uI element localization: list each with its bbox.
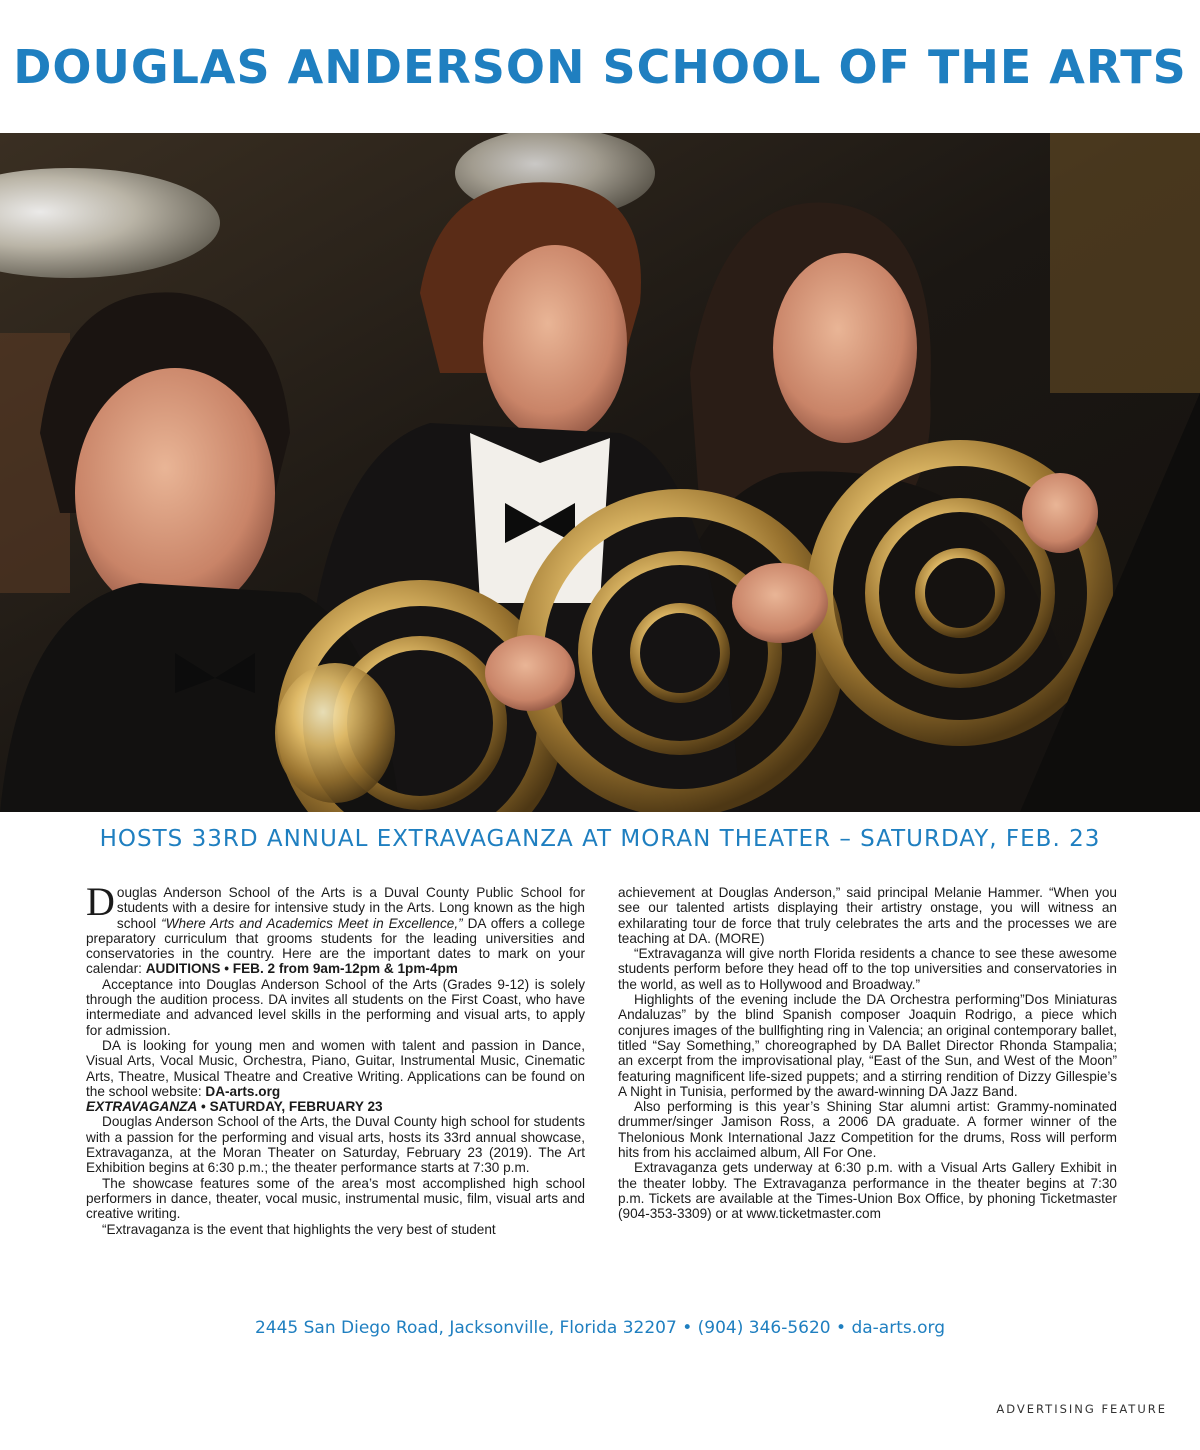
horn-players-illustration — [0, 133, 1200, 812]
hero-photo — [0, 133, 1200, 812]
article-paragraph: “Extravaganza is the event that highlights the very best of student — [102, 1221, 496, 1237]
page-title: DOUGLAS ANDERSON SCHOOL OF THE ARTS — [13, 39, 1187, 94]
article-column-left — [86, 879, 585, 1237]
masthead — [0, 0, 1200, 133]
article-paragraph: Acceptance into Douglas Anderson School of the Arts (Grades 9-12) is solely through the audition process. DA invites all students on the First Coast, who have intermediate and advanced level skills in the performing and visual arts, to apply for admission. — [86, 976, 585, 1038]
advertising-feature-label: ADVERTISING FEATURE — [996, 1402, 1167, 1416]
article-paragraph: Douglas Anderson School of the Arts, the Duval County high school for students with a passion for the performing and visual arts, hosts its 33rd annual showcase, Extravaganza, at the Moran Theater on Saturday, February 23 (2019). The Art Exhibition begins at 6:30 p.m.; the theater performance starts at 7:30 p.m. — [86, 1114, 585, 1176]
drop-cap: D — [86, 879, 115, 924]
article-paragraph: DA is looking for young men and women with talent and passion in Dance, Visual Arts, Vocal Music, Orchestra, Piano, Guitar, Instrumental Music, Cinematic Arts, Theatre, Musical Theatre and Creative Writing. Applications can be found on the school website: DA-arts.org — [86, 1037, 585, 1099]
article-paragraph: achievement at Douglas Anderson,” said principal Melanie Hammer. “When you see our talented artists displaying their artistry onstage, you will witness an exhilarating tour de force that truly celebrates the arts and the processes we are teaching at DA. (MORE) — [618, 885, 1117, 946]
contact-footer: 2445 San Diego Road, Jacksonville, Florida 32207 • (904) 346-5620 • da-arts.org — [254, 1318, 946, 1338]
subheadline: HOSTS 33RD ANNUAL EXTRAVAGANZA AT MORAN THEATER – SATURDAY, FEB. 23 — [99, 826, 1101, 852]
article-paragraph: Extravaganza gets underway at 6:30 p.m. with a Visual Arts Gallery Exhibit in the theater lobby. The Extravaganza performance in the theater begins at 7:30 p.m. Tickets are available at the Times-Union Box Office, by phoning Ticketmaster (904-353-3309) or at www.ticketmaster.com — [618, 1160, 1117, 1222]
article-paragraph: “Extravaganza will give north Florida residents a chance to see these awesome students perform before they head off to the top universities and conservatories in the world, as well as to Hollywood and Broadway.” — [618, 946, 1117, 992]
article-body — [86, 879, 1118, 1237]
article-paragraph: Highlights of the evening include the DA Orchestra performing”Dos Miniaturas Andaluzas” by the blind Spanish composer Joaquin Rodrigo, a piece which conjures images of the bullfighting ring in Valencia; an original contemporary ballet, titled “Say Something,” choreographed by DA Ballet Director Rhonda Stampalia; an excerpt from the improvisational play, “East of the Sun, and West of the Moon” featuring magnificent life-sized puppets; and a stirring rendition of Dizzy Gillespie’s A Night in Tunisia, performed by the award-winning DA Jazz Band. — [618, 992, 1117, 1099]
article-paragraph: Douglas Anderson School of the Arts is a Duval County Public School for students with a desire for intensive study in the Arts. Long known as the high school “Where Arts and Academics Meet in Excellence,” DA offers a college preparatory curriculum that grooms students for the leading universities and conservatories in the country. Here are the important dates to mark on your calendar: AUDITIONS • FEB. 2 from 9am-12pm & 1pm-4pm — [86, 879, 585, 977]
article-paragraph: The showcase features some of the area’s most accomplished high school performers in dance, theater, vocal music, instrumental music, film, visual arts and creative writing. — [86, 1175, 585, 1222]
article-column-right — [618, 885, 1117, 1222]
article-paragraph: Also performing is this year’s Shining Star alumni artist: Grammy-nominated drummer/singer Jamison Ross, a 2006 DA graduate. A former winner of the Thelonious Monk International Jazz Competition for the drums, Ross will perform hits from his acclaimed album, All For One. — [618, 1099, 1117, 1161]
section-heading: EXTRAVAGANZA • SATURDAY, FEBRUARY 23 — [86, 1099, 383, 1115]
